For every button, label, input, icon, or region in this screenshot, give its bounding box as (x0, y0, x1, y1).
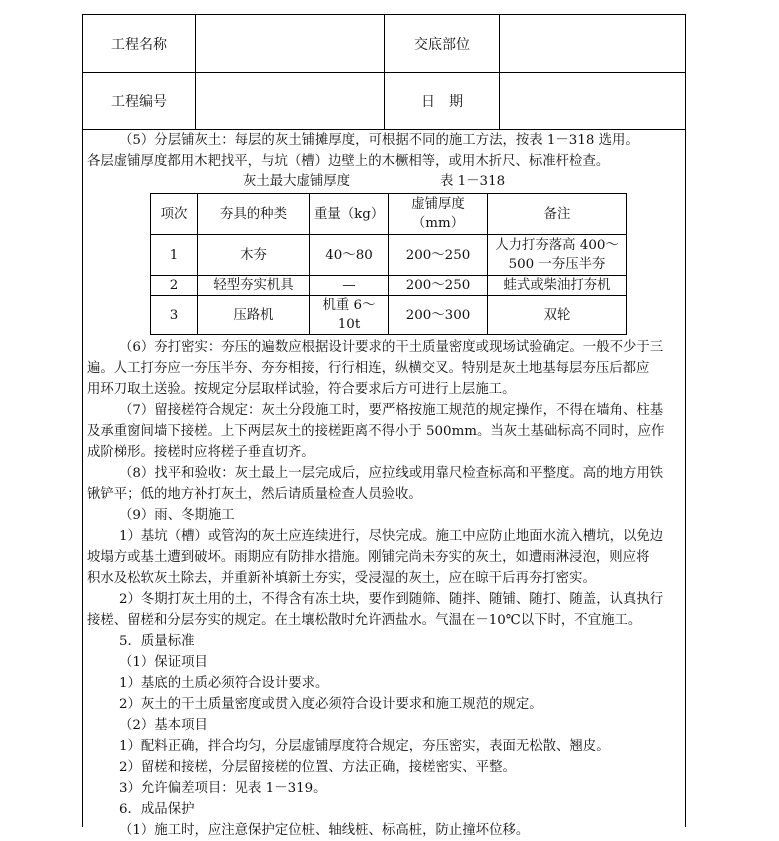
paragraph-text: 各层虚铺厚度都用木耙找平，与坑（槽）边壁上的木橛相等，或用木折尺、标准杆检查。 (87, 154, 610, 169)
table-cell: 200～250 (389, 235, 488, 276)
table-cell: 蛙式或柴油打夯机 (488, 276, 627, 296)
body-line: （7）留接槎符合规定：灰土分段施工时，要严格按施工规范的规定操作，不得在墙角、柱基 (119, 403, 664, 418)
header-thickness-line2: （mm） (411, 216, 465, 231)
note-line1: 人力打夯落高 400～ (495, 238, 619, 253)
table-cell: 机重 6～10t (310, 296, 389, 335)
body-line: 用环刀取土送验。按规定分层取样试验，符合要求后方可进行上层施工。 (87, 382, 516, 397)
body-line: 积水及松软灰土除去，并重新补填新土夯实，受浸湿的灰土，应在晾干后再夯打密实。 (87, 571, 596, 586)
date-field[interactable] (500, 72, 685, 129)
header-row-project-name (83, 15, 685, 73)
table-cell: 200～300 (389, 296, 488, 335)
header-cell: 重量（kg） (310, 194, 389, 235)
header-row-project-no (83, 72, 685, 130)
project-no-field[interactable] (196, 72, 384, 129)
body-line: 及承重窗间墙下接槎。上下两层灰土的接槎距离不得小于 500mm。当灰土基础标高不同时，应作 (87, 424, 665, 439)
section-heading: （2）基本项目 (119, 718, 208, 733)
table-row (151, 296, 627, 335)
rammer-thickness-table (150, 193, 627, 335)
table-cell: 3 (151, 296, 198, 335)
body-line: （1）施工时，应注意保护定位桩、轴线桩、标高桩，防止撞坏位移。 (119, 823, 530, 838)
body-line: 2）留槎和接槎，分层留接槎的位置、方法正确，接槎密实、平整。 (119, 760, 516, 775)
body-line: 3）允许偏差项目：见表 1－319。 (119, 781, 327, 796)
body-line: （8）找平和验收：灰土最上一层完成后，应拉线或用靠尺检查标高和平整度。高的地方用铁 (119, 466, 664, 481)
table-cell: 木夯 (198, 235, 310, 276)
body-line: （6）夯打密实：夯压的遍数应根据设计要求的干土质量密度或现场试验确定。一般不少于三 (119, 340, 664, 355)
project-name-field[interactable] (196, 15, 384, 72)
table-row (151, 235, 627, 276)
body-line: 1）基坑（槽）或管沟的灰土应连续进行，尽快完成。施工中应防止地面水流入槽坑，以免边 (119, 529, 664, 544)
body-line: 2）灰土的干土质量密度或贯入度必须符合设计要求和施工规范的规定。 (119, 697, 543, 712)
table-cell: 40～80 (310, 235, 389, 276)
header-cell-thickness (389, 194, 488, 235)
table-header-row (151, 194, 627, 235)
project-no-label: 工程编号 (111, 93, 167, 110)
paragraph-text: （5）分层铺灰土：每层的灰土铺摊厚度，可根据不同的施工方法，按表 1－318 选用。 (119, 133, 639, 148)
note-line2: 500 一夯压半夯 (508, 257, 606, 272)
table-cell-note (488, 235, 627, 276)
table-cell: 轻型夯实机具 (198, 276, 310, 296)
section-heading: 5．质量标准 (119, 634, 195, 649)
table-cell: 压路机 (198, 296, 310, 335)
section-heading: 6．成品保护 (119, 802, 195, 817)
body-line: 接槎、留槎和分层夯实的规定。在土壤松散时允许洒盐水。气温在－10℃以下时，不宜施工。 (87, 613, 642, 628)
date-label: 日 期 (421, 93, 463, 110)
body-line: 成阶梯形。接槎时应将槎子垂直切齐。 (87, 445, 315, 460)
briefing-part-label: 交底部位 (414, 36, 470, 53)
technical-briefing-sheet (82, 14, 686, 838)
table-cell: 2 (151, 276, 198, 296)
header-cell: 夯具的种类 (198, 194, 310, 235)
section-heading: （1）保证项目 (119, 655, 208, 670)
project-name-label: 工程名称 (111, 36, 167, 53)
table-row (151, 276, 627, 296)
body-line: 遍。人工打夯应一夯压半夯、夯夯相接，行行相连，纵横交叉。特别是灰土地基每层夯压后都应 (87, 361, 650, 376)
body-line: 锹铲平；低的地方补打灰土，然后请质量检查人员验收。 (87, 487, 422, 502)
body-line: 1）配料正确，拌合均匀，分层虚铺厚度符合规定，夯压密实，表面无松散、翘皮。 (119, 739, 610, 754)
header-cell: 项次 (151, 194, 198, 235)
briefing-part-field[interactable] (500, 15, 685, 72)
table-caption: 灰土最大虚铺厚度 (243, 174, 351, 189)
header-cell: 备注 (488, 194, 627, 235)
table-cell: 200～250 (389, 276, 488, 296)
body-line: 2）冬期打灰土用的土，不得含有冻土块，要作到随筛、随拌、随铺、随打、随盖，认真执行 (119, 592, 664, 607)
body-line: 坡塌方或基土遭到破坏。雨期应有防排水措施。刚铺完尚未夯实的灰土，如遭雨淋浸泡，则应将 (87, 550, 650, 565)
table-number: 表 1－318 (440, 174, 506, 189)
table-cell: 1 (151, 235, 198, 276)
table-cell: 双轮 (488, 296, 627, 335)
header-thickness-line1: 虚铺厚度 (411, 197, 465, 212)
section-heading: （9）雨、冬期施工 (119, 508, 235, 523)
body-line: 1）基底的土质必须符合设计要求。 (119, 676, 329, 691)
table-cell: — (310, 276, 389, 296)
